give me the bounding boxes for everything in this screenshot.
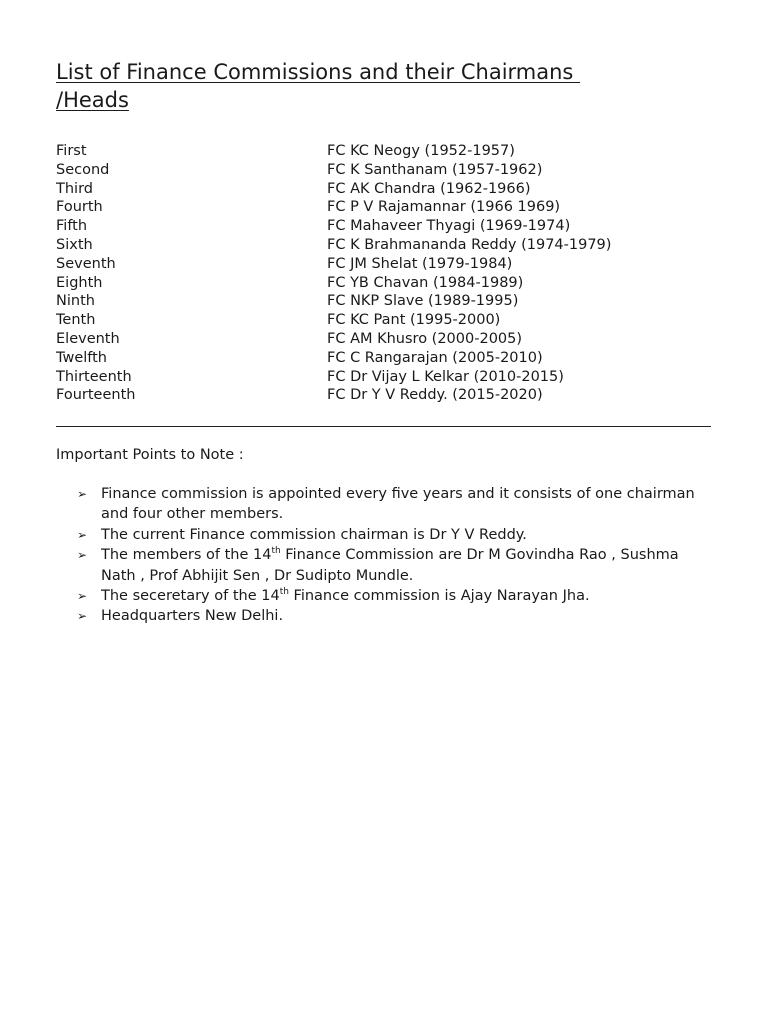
table-row bbox=[56, 330, 706, 349]
note-text bbox=[101, 588, 590, 604]
notes-list bbox=[56, 484, 716, 627]
commission-ordinal: Thirteenth bbox=[56, 368, 132, 385]
commission-chairman: FC Dr Vijay L Kelkar (2010-2015) bbox=[327, 368, 564, 385]
commission-ordinal: Fourteenth bbox=[56, 387, 136, 404]
arrowhead-bullet-icon: ➢ bbox=[77, 548, 88, 563]
commission-chairman: FC NKP Slave (1989-1995) bbox=[327, 293, 519, 310]
note-text bbox=[101, 527, 527, 543]
table-row bbox=[56, 349, 706, 368]
section-divider bbox=[56, 426, 711, 427]
commission-chairman: FC AM Khusro (2000-2005) bbox=[327, 330, 523, 347]
arrowhead-bullet-icon: ➢ bbox=[77, 589, 88, 604]
table-row bbox=[56, 386, 706, 405]
commission-ordinal: Seventh bbox=[56, 255, 116, 272]
commission-chairman: FC Dr Y V Reddy. (2015-2020) bbox=[327, 387, 543, 404]
commission-ordinal: Third bbox=[56, 180, 93, 197]
list-item bbox=[56, 525, 716, 545]
list-item bbox=[56, 545, 716, 586]
ordinal-suffix: th bbox=[279, 587, 289, 598]
table-row bbox=[56, 236, 706, 255]
note-text bbox=[101, 486, 695, 522]
table-row bbox=[56, 311, 706, 330]
commission-chairman: FC JM Shelat (1979-1984) bbox=[327, 255, 513, 272]
list-item bbox=[56, 484, 716, 525]
note-text bbox=[101, 608, 283, 624]
table-row bbox=[56, 217, 706, 236]
commission-ordinal: Second bbox=[56, 161, 110, 178]
table-row bbox=[56, 161, 706, 180]
table-row bbox=[56, 274, 706, 293]
commission-chairman: FC K Santhanam (1957-1962) bbox=[327, 161, 543, 178]
commission-ordinal: Sixth bbox=[56, 236, 93, 253]
list-item bbox=[56, 586, 716, 606]
notes-heading: Important Points to Note : bbox=[56, 447, 244, 463]
table-row bbox=[56, 142, 706, 161]
ordinal-suffix: th bbox=[271, 546, 281, 557]
table-row bbox=[56, 368, 706, 387]
table-row bbox=[56, 255, 706, 274]
commission-chairman: FC K Brahmananda Reddy (1974-1979) bbox=[327, 236, 612, 253]
note-text-part: The seceretary of the 14 bbox=[101, 588, 280, 605]
commission-ordinal: First bbox=[56, 143, 87, 159]
note-text-part: Finance Commission are Dr M Govindha Rao , Sushma Nath , Prof Abhijit Sen , Dr Sudipto Mundle. bbox=[101, 547, 679, 584]
arrowhead-bullet-icon: ➢ bbox=[77, 609, 88, 624]
page-title-line-1: List of Finance Commissions and their Chairmans bbox=[56, 60, 581, 84]
commission-ordinal: Ninth bbox=[56, 293, 95, 310]
note-text-part: Headquarters New Delhi. bbox=[101, 608, 284, 625]
note-text-part: The members of the 14 bbox=[101, 547, 272, 564]
table-row bbox=[56, 292, 706, 311]
commission-chairman: FC AK Chandra (1962-1966) bbox=[327, 180, 531, 197]
list-item bbox=[56, 606, 716, 626]
commission-chairman: FC C Rangarajan (2005-2010) bbox=[327, 349, 543, 366]
commission-chairman: FC P V Rajamannar (1966 1969) bbox=[327, 199, 561, 216]
commission-ordinal: Eighth bbox=[56, 274, 103, 291]
commission-ordinal: Fifth bbox=[56, 218, 88, 235]
page-title bbox=[56, 58, 696, 114]
commission-ordinal: Eleventh bbox=[56, 330, 120, 347]
commission-ordinal: Tenth bbox=[56, 312, 96, 329]
note-text-part: The current Finance commission chairman is Dr Y V Reddy. bbox=[101, 526, 527, 543]
commission-chairman: FC KC Neogy (1952-1957) bbox=[327, 143, 515, 159]
commission-ordinal: Fourth bbox=[56, 199, 103, 216]
note-text-part: Finance commission is Ajay Narayan Jha. bbox=[288, 588, 590, 605]
arrowhead-bullet-icon: ➢ bbox=[77, 527, 88, 542]
note-text bbox=[101, 547, 679, 583]
table-row bbox=[56, 198, 706, 217]
commission-chairman: FC YB Chavan (1984-1989) bbox=[327, 274, 524, 291]
commission-chairman: FC Mahaveer Thyagi (1969-1974) bbox=[327, 218, 571, 235]
page-title-line-2: /Heads bbox=[56, 88, 129, 112]
commission-chairman: FC KC Pant (1995-2000) bbox=[327, 312, 501, 329]
table-row bbox=[56, 180, 706, 199]
note-text-part: Finance commission is appointed every five years and it consists of one chairman and four other members. bbox=[101, 486, 695, 523]
finance-commission-table bbox=[56, 142, 706, 405]
commission-ordinal: Twelfth bbox=[56, 349, 107, 366]
arrowhead-bullet-icon: ➢ bbox=[77, 487, 88, 501]
